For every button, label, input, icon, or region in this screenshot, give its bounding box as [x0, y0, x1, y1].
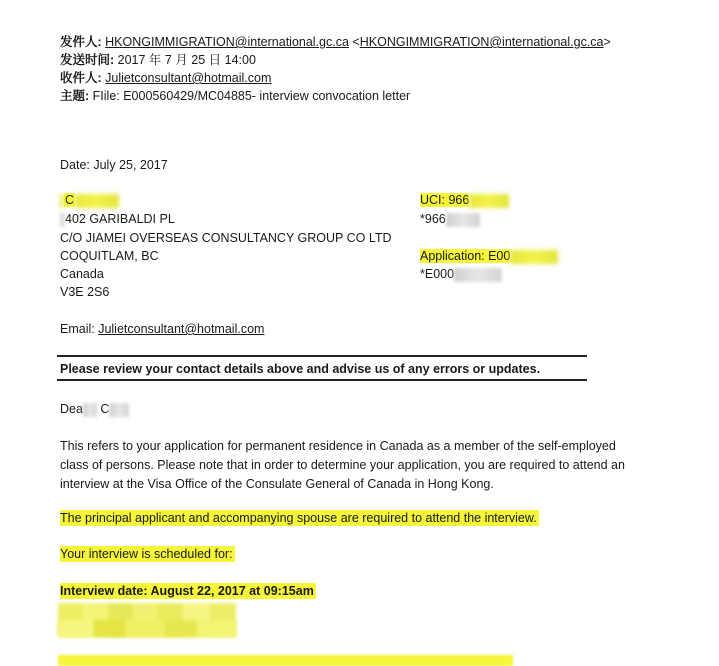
salutation-start: Dea — [60, 402, 83, 416]
address-line-3: COQUITLAM, BC — [60, 249, 159, 263]
schedule-intro-text: Your interview is scheduled for: — [60, 547, 233, 561]
attendance-notice — [60, 511, 539, 525]
to-email-link[interactable]: Julietconsultant@hotmail.com — [105, 71, 272, 85]
body-paragraph: This refers to your application for permanent residence in Canada as a member of the self-employed class of persons. Please note that in order to determine your application, you are required to attend an interview at the Visa Office of the Consulate General of Canada in Hong Kong. — [60, 439, 625, 491]
uci-line — [420, 193, 509, 208]
notice-top-rule — [57, 355, 587, 357]
contact-email-link[interactable]: Julietconsultant@hotmail.com — [98, 322, 265, 336]
address-line-4: Canada — [60, 267, 104, 281]
interview-date: Interview date: August 22, 2017 at 09:15am — [60, 584, 314, 598]
to-label: 收件人: — [60, 71, 102, 85]
email-label: Email: — [60, 322, 99, 336]
notice-bottom-rule — [57, 379, 587, 381]
uci-label: UCI: 966 — [420, 193, 470, 207]
uci-sub: *966 — [420, 212, 446, 226]
contact-review-notice: Please review your contact details above and advise us of any errors or updates. — [60, 362, 541, 376]
uci-sub-redaction — [446, 213, 480, 227]
salutation-initial: C — [100, 402, 110, 416]
email-to-line — [60, 68, 271, 86]
address-line-1-text: 402 GARIBALDI PL — [65, 212, 175, 226]
from-bracket-close: > — [603, 35, 611, 49]
redacted-interview-details-2 — [58, 620, 236, 637]
subject-value: FIile: E000560429/MC04885- interview convocation letter — [92, 89, 411, 103]
application-label: Application: E00 — [420, 249, 511, 263]
uci-redaction — [469, 194, 509, 208]
email-from-line — [60, 32, 611, 50]
address-line-5: V3E 2S6 — [60, 285, 110, 299]
attendance-notice-text: The principal applicant and accompanying spouse are required to attend the interview. — [60, 511, 537, 525]
letter-date: Date: July 25, 2017 — [60, 158, 168, 172]
from-email-link-2[interactable]: HKONGIMMIGRATION@international.gc.ca — [359, 35, 604, 49]
interview-date-line — [60, 584, 316, 598]
email-subject-line — [60, 86, 410, 104]
application-redaction — [510, 250, 558, 264]
recipient-name — [60, 193, 119, 208]
from-email-link[interactable]: HKONGIMMIGRATION@international.gc.ca — [105, 35, 349, 49]
schedule-intro — [60, 547, 235, 561]
name-redaction — [75, 194, 119, 208]
application-sub: *E000 — [420, 267, 455, 281]
application-sub-line — [420, 267, 502, 282]
uci-sub-line — [420, 212, 480, 227]
email-sent-line — [60, 50, 256, 68]
salutation-redaction-1 — [83, 403, 97, 417]
address-line-1 — [60, 212, 175, 227]
name-redaction-left — [60, 194, 64, 208]
from-bracket-open: < — [352, 35, 360, 49]
application-sub-redaction — [454, 268, 502, 282]
address-redaction — [60, 213, 65, 227]
address-line-2: C/O JIAMEI OVERSEAS CONSULTANCY GROUP CO LTD — [60, 231, 392, 245]
recipient-name-initial: C — [65, 193, 75, 207]
redacted-highlight-bar — [58, 655, 513, 666]
sent-value: 2017 年 7 月 25 日 14:00 — [117, 53, 256, 67]
salutation-redaction-2 — [109, 403, 129, 417]
subject-label: 主题: — [60, 89, 90, 103]
from-label: 发件人: — [60, 35, 102, 49]
application-line — [420, 249, 558, 264]
contact-email-line — [60, 322, 264, 336]
salutation — [60, 402, 129, 417]
sent-label: 发送时间: — [60, 53, 115, 67]
